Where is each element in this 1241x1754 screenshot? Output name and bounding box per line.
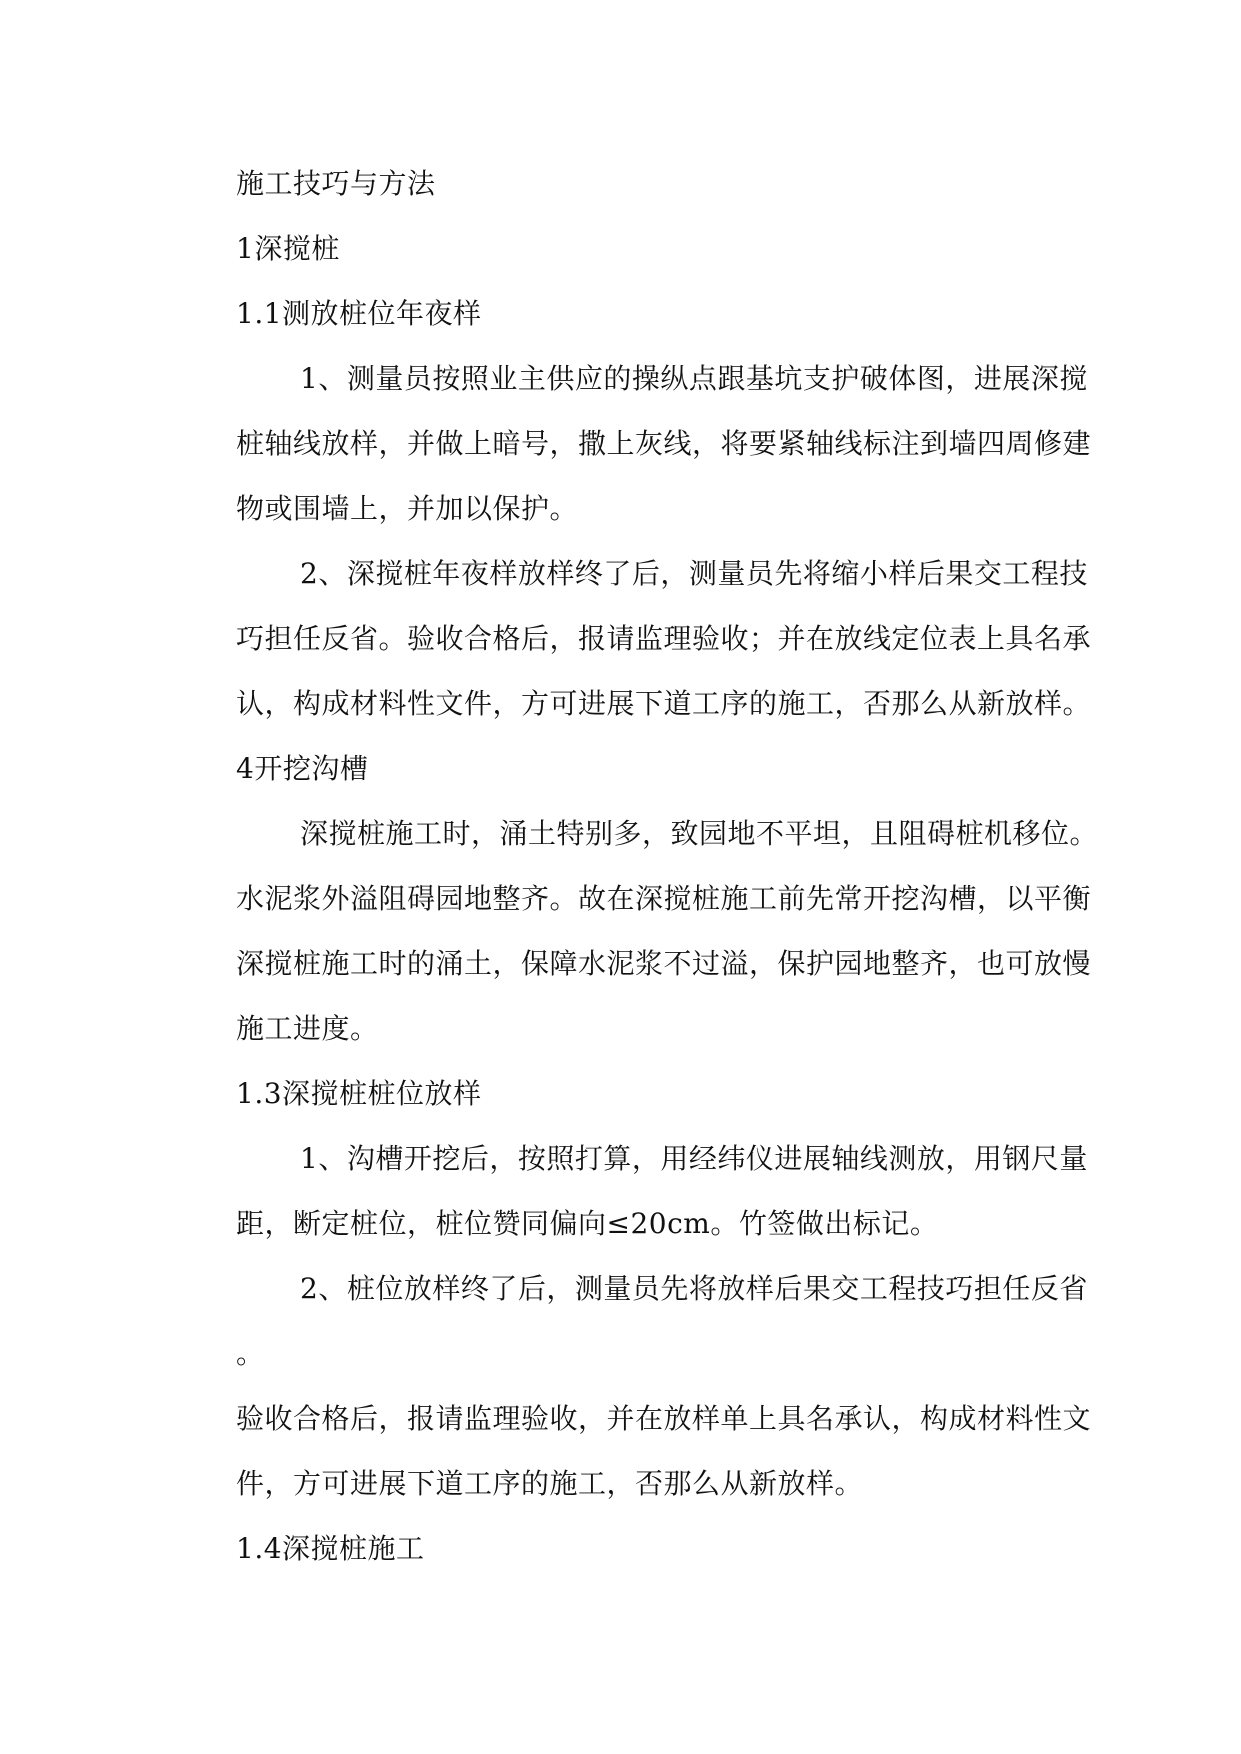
section-heading-1-3: 1.3深搅桩桩位放样: [236, 1077, 482, 1110]
paragraph-line: 巧担任反省。验收合格后，报请监理验收；并在放线定位表上具名承: [236, 622, 1092, 655]
paragraph-line: 。: [236, 1337, 265, 1370]
paragraph-line: 桩轴线放样，并做上暗号，撒上灰线，将要紧轴线标注到墙四周修建: [236, 427, 1092, 460]
paragraph-line: 施工进度。: [236, 1012, 379, 1045]
paragraph-line: 1、测量员按照业主供应的操纵点跟基坑支护破体图，进展深搅: [300, 362, 1088, 395]
paragraph-line: 距，断定桩位，桩位赞同偏向≤20cm。竹签做出标记。: [236, 1207, 939, 1240]
paragraph-line: 认，构成材料性文件，方可进展下道工序的施工，否那么从新放样。: [236, 687, 1092, 720]
paragraph-line: 物或围墙上，并加以保护。: [236, 492, 579, 525]
section-heading-1-1: 1.1测放桩位年夜样: [236, 297, 482, 330]
section-heading-4: 4开挖沟槽: [236, 752, 369, 785]
paragraph-line: 水泥浆外溢阻碍园地整齐。故在深搅桩施工前先常开挖沟槽，以平衡: [236, 882, 1092, 915]
paragraph-line: 2、深搅桩年夜样放样终了后，测量员先将缩小样后果交工程技: [300, 557, 1088, 590]
paragraph-line: 验收合格后，报请监理验收，并在放样单上具名承认，构成材料性文: [236, 1402, 1092, 1435]
section-heading-1: 1深搅桩: [236, 232, 340, 265]
paragraph-line: 件，方可进展下道工序的施工，否那么从新放样。: [236, 1467, 864, 1500]
paragraph-line: 深搅桩施工时，涌土特别多，致园地不平坦，且阻碍桩机移位。: [300, 817, 1099, 850]
paragraph-line: 2、桩位放样终了后，测量员先将放样后果交工程技巧担任反省: [300, 1272, 1088, 1305]
paragraph-line: 深搅桩施工时的涌土，保障水泥浆不过溢，保护园地整齐，也可放慢: [236, 947, 1092, 980]
section-heading-1-4: 1.4深搅桩施工: [236, 1532, 425, 1565]
paragraph-line: 1、沟槽开挖后，按照打算，用经纬仪进展轴线测放，用钢尺量: [300, 1142, 1088, 1175]
document-title: 施工技巧与方法: [236, 167, 436, 200]
